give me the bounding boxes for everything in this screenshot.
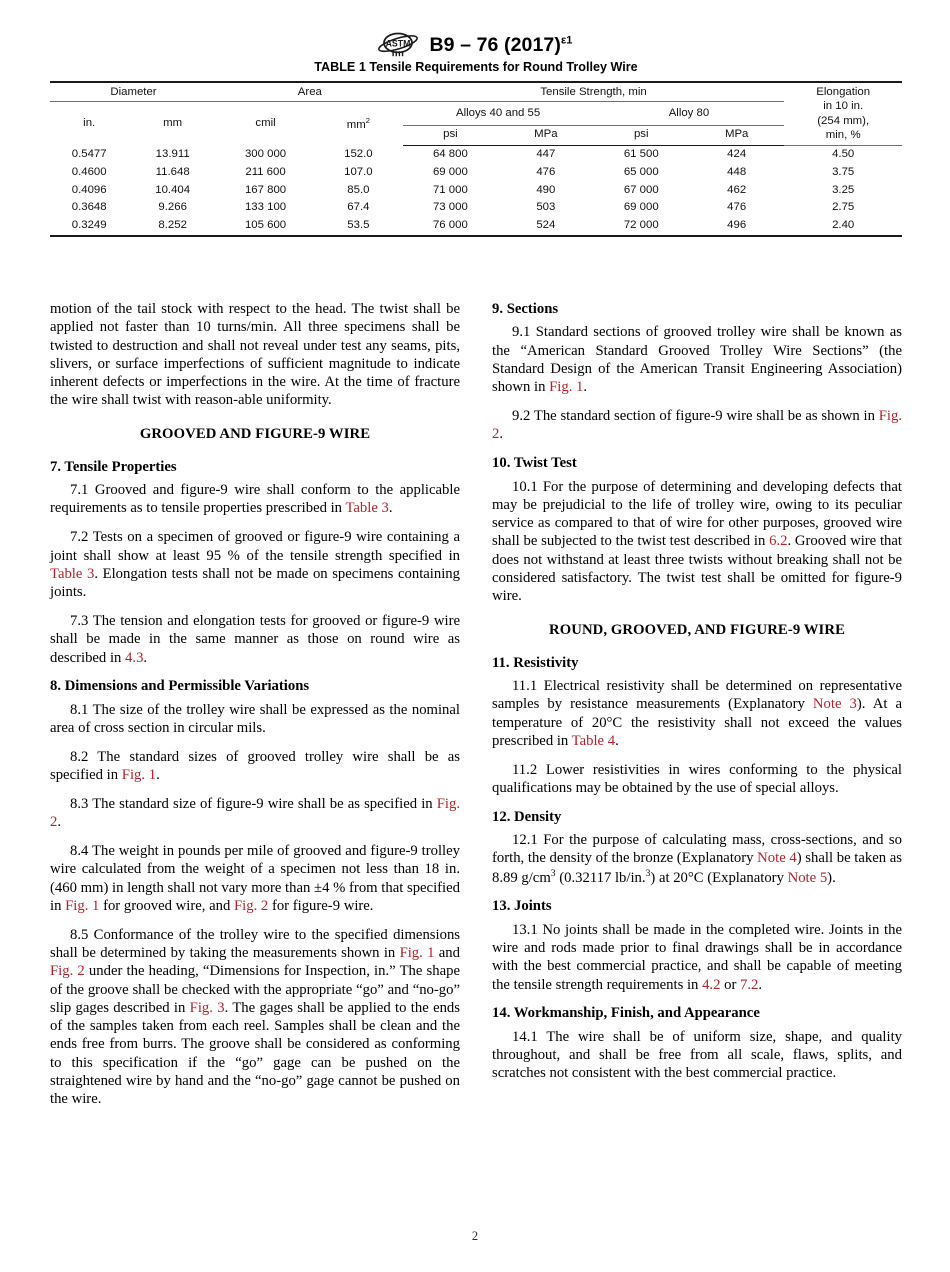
density-exponent-imperial: 3 bbox=[645, 867, 651, 879]
xref-table-3[interactable]: Table 3 bbox=[50, 565, 95, 582]
table-row bbox=[50, 199, 902, 217]
cell-in: 0.4600 bbox=[71, 165, 107, 178]
xref-7-2[interactable]: 7.2 bbox=[740, 976, 759, 993]
xref-fig-2[interactable]: Fig. 2 bbox=[50, 963, 85, 980]
cell-mpa-b: 448 bbox=[727, 165, 747, 178]
paragraph-8-5 bbox=[50, 926, 460, 1109]
cell-elongation: 3.25 bbox=[832, 183, 855, 196]
cell-psi-b: 72 000 bbox=[623, 218, 659, 231]
paragraph-11-1 bbox=[492, 677, 902, 750]
col-header-mm2-exponent: 2 bbox=[365, 115, 370, 125]
p121-text-mid3: ) at 20°C (Explanatory bbox=[650, 869, 788, 886]
cell-psi-a: 64 800 bbox=[432, 148, 468, 161]
table-row bbox=[50, 145, 902, 163]
table-row bbox=[50, 216, 902, 236]
heading-round-grooved-figure9-wire: ROUND, GROOVED, AND FIGURE-9 WIRE bbox=[549, 621, 845, 638]
p111-text-b: . bbox=[615, 732, 619, 749]
xref-fig-2[interactable]: Fig. 2 bbox=[233, 897, 269, 914]
p85-text-a: 8.5 Conformance of the trolley wire to the specified dimensions shall be determined by taking the measurements shown in bbox=[50, 926, 460, 961]
section-heading-13: 13. Joints bbox=[492, 898, 552, 915]
table-body bbox=[50, 145, 902, 236]
cell-mm2: 67.4 bbox=[347, 201, 370, 214]
xref-fig-1[interactable]: Fig. 1 bbox=[121, 767, 157, 784]
xref-note-4[interactable]: Note 4 bbox=[757, 850, 797, 867]
p71-text-a: 7.1 Grooved and figure-9 wire shall conform to the applicable requirements as to tensile properties prescribed in bbox=[50, 482, 460, 517]
page-number: 2 bbox=[471, 1229, 479, 1243]
designation-epsilon: ε1 bbox=[560, 34, 573, 46]
elongation-line-3: (254 mm), bbox=[817, 114, 870, 127]
paragraph-7-1 bbox=[50, 481, 460, 518]
table-foot-rule bbox=[50, 236, 902, 240]
cell-mpa-a: 447 bbox=[536, 148, 556, 161]
cell-in: 0.5477 bbox=[71, 148, 107, 161]
col-header-mm2-base: mm bbox=[346, 118, 366, 131]
tensile-requirements-table bbox=[50, 81, 902, 240]
p85-text-mid1: and bbox=[434, 944, 460, 961]
p92-text-a: 9.2 The standard section of figure-9 wire shall be as shown in bbox=[512, 408, 879, 425]
cell-mm: 8.252 bbox=[158, 218, 187, 231]
table-1-container bbox=[50, 60, 902, 240]
left-column bbox=[50, 300, 460, 1119]
xref-note-3[interactable]: Note 3 bbox=[812, 696, 857, 713]
col-header-mm: mm bbox=[163, 117, 183, 130]
table-caption: TABLE 1 Tensile Requirements for Round Trolley Wire bbox=[314, 60, 638, 74]
table-bottom-rule bbox=[50, 236, 902, 240]
elongation-line-1: Elongation bbox=[816, 85, 871, 98]
paragraph-8-3 bbox=[50, 795, 460, 832]
p131-text-a: 13.1 No joints shall be made in the completed wire. Joints in the wire and rods made prior to final drawings shall be in accordance with the best commercial practice, and shall be capable of meeting the tensile strength requirements in bbox=[492, 921, 902, 993]
col-header-mm2 bbox=[314, 102, 403, 146]
col-header-psi-alloys-40-55: psi bbox=[403, 125, 498, 145]
p83-text-b: . bbox=[57, 814, 62, 831]
standard-designation bbox=[429, 34, 572, 57]
table-head bbox=[50, 82, 902, 145]
p92-text-b: . bbox=[499, 426, 504, 443]
col-group-elongation bbox=[784, 82, 902, 145]
col-subgroup-alloy-80: Alloy 80 bbox=[594, 102, 785, 126]
p85-text-b: . The gages shall be applied to the ends of the samples taken from each reel. Samples shall be clean and the ends free from burrs. The groove shall be considered as conforming to this specification if the “go” gage can be pushed on the straightened wire by hand and the “no-go” gage cannot be pushed on the wire. bbox=[50, 999, 460, 1108]
xref-fig-2[interactable]: Fig. 2 bbox=[492, 408, 902, 443]
svg-text:ASTM: ASTM bbox=[386, 38, 411, 49]
xref-fig-2[interactable]: Fig. 2 bbox=[50, 795, 460, 831]
col-group-tensile-strength: Tensile Strength, min bbox=[403, 82, 785, 102]
p111-text-mid: ). At a temperature of 20°C the resistivity shall not exceed the values prescribed in bbox=[492, 696, 902, 749]
paragraph-12-1 bbox=[492, 831, 902, 887]
paragraph-7-2 bbox=[50, 528, 460, 601]
elongation-line-4: min, % bbox=[825, 129, 861, 142]
cell-psi-a: 71 000 bbox=[432, 183, 468, 196]
paragraph-9-2 bbox=[492, 407, 902, 444]
col-header-mpa-alloys-40-55: MPa bbox=[498, 125, 593, 145]
p84-text-b: for figure-9 wire. bbox=[268, 897, 374, 914]
cell-psi-b: 69 000 bbox=[623, 201, 659, 214]
right-column bbox=[492, 300, 902, 1119]
cell-psi-b: 67 000 bbox=[623, 183, 659, 196]
table-group-header-row bbox=[50, 82, 902, 102]
cell-mm2: 53.5 bbox=[347, 218, 370, 231]
elongation-line-2: in 10 in. bbox=[823, 100, 864, 113]
cell-mpa-b: 462 bbox=[727, 183, 747, 196]
xref-fig-1[interactable]: Fig. 1 bbox=[549, 379, 584, 396]
cell-cmil: 133 100 bbox=[244, 201, 287, 214]
xref-6-2[interactable]: 6.2 bbox=[769, 533, 788, 550]
section-heading-7: 7. Tensile Properties bbox=[50, 458, 177, 475]
cell-elongation: 2.75 bbox=[832, 201, 855, 214]
cell-mpa-a: 524 bbox=[536, 218, 556, 231]
col-header-in: in. bbox=[83, 117, 96, 130]
paragraph-13-1 bbox=[492, 921, 902, 994]
section-heading-9: 9. Sections bbox=[492, 301, 559, 317]
p73-text-b: . bbox=[143, 649, 148, 666]
cell-psi-a: 69 000 bbox=[432, 165, 468, 178]
paragraph-continued: motion of the tail stock with respect to the head. The twist shall be applied not faster than 10 turns/min. All three specimens shall be twisted to destruction and shall not reveal under test any seams, pits, slivers, or surface imperfections of sufficient magnitude to indicate inherent defects or imperfections in the wire. At the time of fracture the wire shall twist with reason-able uniformity. bbox=[50, 301, 460, 409]
paragraph-11-2: 11.2 Lower resistivities in wires conforming to the physical qualifications may be obtained by the use of special alloys. bbox=[492, 761, 902, 796]
cell-cmil: 167 800 bbox=[244, 183, 287, 196]
cell-cmil: 105 600 bbox=[244, 218, 287, 231]
p131-text-b: . bbox=[758, 976, 763, 993]
cell-psi-b: 61 500 bbox=[623, 148, 659, 161]
cell-cmil: 300 000 bbox=[244, 148, 287, 161]
p101-text-a: 10.1 For the purpose of determining and developing defects that may be prejudicial to the life of trolley wire, owing to its peculiar service as compared to that of wire for other purposes, grooved wire shall be subjected to the twist test described in bbox=[492, 478, 902, 550]
p91-text-b: . bbox=[583, 379, 588, 396]
cell-mpa-b: 424 bbox=[727, 148, 747, 161]
paragraph-9-1 bbox=[492, 323, 902, 396]
cell-mpa-a: 476 bbox=[536, 165, 556, 178]
xref-table-3[interactable]: Table 3 bbox=[345, 500, 389, 517]
section-heading-11: 11. Resistivity bbox=[492, 654, 579, 671]
p73-text-a: 7.3 The tension and elongation tests for grooved or figure-9 wire shall be made in the same manner as those on round wire as described in bbox=[50, 612, 460, 666]
p72-text-a: 7.2 Tests on a specimen of grooved or figure-9 wire containing a joint shall show at least 95 % of the tensile strength specified in bbox=[50, 529, 460, 564]
xref-fig-1[interactable]: Fig. 1 bbox=[399, 944, 435, 961]
p121-text-mid1: ) shall be taken as 8.89 g/cm bbox=[492, 850, 902, 886]
p83-text-a: 8.3 The standard size of figure-9 wire shall be as specified in bbox=[70, 795, 437, 812]
designation-text: B9 – 76 (2017) bbox=[429, 33, 561, 56]
p84-text-a: 8.4 The weight in pounds per mile of grooved and figure-9 trolley wire calculated from the weight of a specimen not less than 18 in. (460 mm) in length shall not vary more than ±4 % from that specified in bbox=[50, 842, 460, 914]
table-row bbox=[50, 163, 902, 181]
paragraph-10-1 bbox=[492, 478, 902, 606]
p85-text-mid2: under the heading, “Dimensions for Inspection, in.” The shape of the groove shall be checked with the appropriate “go” and “no-go” slip gages described in bbox=[50, 963, 460, 1016]
cell-in: 0.3648 bbox=[71, 201, 107, 214]
p121-text-a: 12.1 For the purpose of calculating mass, cross-sections, and so forth, the density of the bronze (Explanatory bbox=[492, 832, 902, 867]
density-exponent-metric: 3 bbox=[550, 867, 556, 879]
table-row bbox=[50, 181, 902, 199]
cell-mpa-b: 496 bbox=[727, 218, 747, 231]
p84-text-mid: for grooved wire, and bbox=[99, 897, 234, 914]
cell-mm2: 152.0 bbox=[344, 148, 373, 161]
cell-psi-b: 65 000 bbox=[623, 165, 659, 178]
xref-4-2[interactable]: 4.2 bbox=[702, 976, 721, 993]
xref-fig-1[interactable]: Fig. 1 bbox=[65, 897, 100, 914]
p121-text-b: ). bbox=[827, 869, 836, 886]
cell-in: 0.3249 bbox=[71, 218, 107, 231]
col-header-mpa-alloy-80: MPa bbox=[689, 125, 784, 145]
cell-elongation: 2.40 bbox=[832, 218, 855, 231]
section-heading-14: 14. Workmanship, Finish, and Appearance bbox=[492, 1005, 760, 1022]
heading-grooved-figure9-wire: GROOVED AND FIGURE-9 WIRE bbox=[139, 425, 371, 442]
p71-text-b: . bbox=[388, 500, 393, 517]
body-columns bbox=[50, 300, 902, 1119]
paragraph-8-2 bbox=[50, 748, 460, 785]
astm-logo-icon bbox=[377, 31, 419, 59]
cell-mm2: 107.0 bbox=[344, 165, 373, 178]
p131-text-mid: or bbox=[720, 976, 741, 993]
col-header-cmil: cmil bbox=[255, 117, 276, 130]
cell-mm: 11.648 bbox=[155, 165, 190, 178]
xref-note-5[interactable]: Note 5 bbox=[787, 869, 828, 886]
paragraph-14-1: 14.1 The wire shall be of uniform size, shape, and quality throughout, and shall be free from all scale, flaws, splits, and scratches not consistent with the best commercial practice. bbox=[492, 1028, 902, 1082]
section-heading-12: 12. Density bbox=[492, 808, 562, 825]
p111-text-a: 11.1 Electrical resistivity shall be determined on representative samples by resistance measurements (Explanatory bbox=[492, 677, 902, 713]
p121-text-mid2: (0.32117 lb/in. bbox=[555, 869, 646, 886]
cell-in: 0.4096 bbox=[71, 183, 107, 196]
running-head bbox=[0, 0, 950, 56]
col-header-psi-alloy-80: psi bbox=[594, 125, 689, 145]
cell-mm: 9.266 bbox=[158, 201, 187, 214]
paragraph-7-3 bbox=[50, 612, 460, 667]
cell-psi-a: 76 000 bbox=[432, 218, 468, 231]
p101-text-b: . Grooved wire that does not withstand at least three twists without breaking shall not be considered satisfactory. The twist test shall be omitted for figure-9 wire. bbox=[492, 533, 902, 605]
cell-psi-a: 73 000 bbox=[432, 201, 468, 214]
p82-text-b: . bbox=[156, 767, 160, 784]
cell-mm: 10.404 bbox=[155, 183, 191, 196]
col-group-diameter: Diameter bbox=[50, 82, 217, 102]
cell-mm2: 85.0 bbox=[347, 183, 370, 196]
col-subgroup-alloys-40-55: Alloys 40 and 55 bbox=[403, 102, 594, 126]
p72-text-b: . Elongation tests shall not be made on specimens containing joints. bbox=[50, 565, 460, 601]
cell-mpa-b: 476 bbox=[727, 201, 747, 214]
cell-elongation: 4.50 bbox=[832, 148, 855, 161]
xref-fig-3[interactable]: Fig. 3 bbox=[189, 999, 225, 1016]
cell-mm: 13.911 bbox=[155, 148, 190, 161]
p82-text-a: 8.2 The standard sizes of grooved trolley wire shall be as specified in bbox=[50, 748, 460, 784]
cell-elongation: 3.75 bbox=[832, 165, 855, 178]
paragraph-8-4 bbox=[50, 842, 460, 915]
col-group-area: Area bbox=[217, 82, 403, 102]
cell-cmil: 211 600 bbox=[245, 165, 286, 178]
xref-table-4[interactable]: Table 4 bbox=[571, 732, 616, 749]
section-heading-8: 8. Dimensions and Permissible Variations bbox=[50, 678, 310, 695]
p91-text-a: 9.1 Standard sections of grooved trolley wire shall be known as the “American Standard Grooved Trolley Wire Sections” (the Standard Design of the American Transit Engineering Association) shown in bbox=[492, 324, 902, 396]
paragraph-8-1: 8.1 The size of the trolley wire shall be expressed as the nominal area of cross section in circular mils. bbox=[50, 701, 460, 736]
section-heading-10: 10. Twist Test bbox=[492, 455, 577, 472]
xref-4-3[interactable]: 4.3 bbox=[125, 649, 144, 666]
cell-mpa-a: 503 bbox=[536, 201, 556, 214]
cell-mpa-a: 490 bbox=[536, 183, 556, 196]
table-subgroup-header-row bbox=[50, 102, 902, 126]
